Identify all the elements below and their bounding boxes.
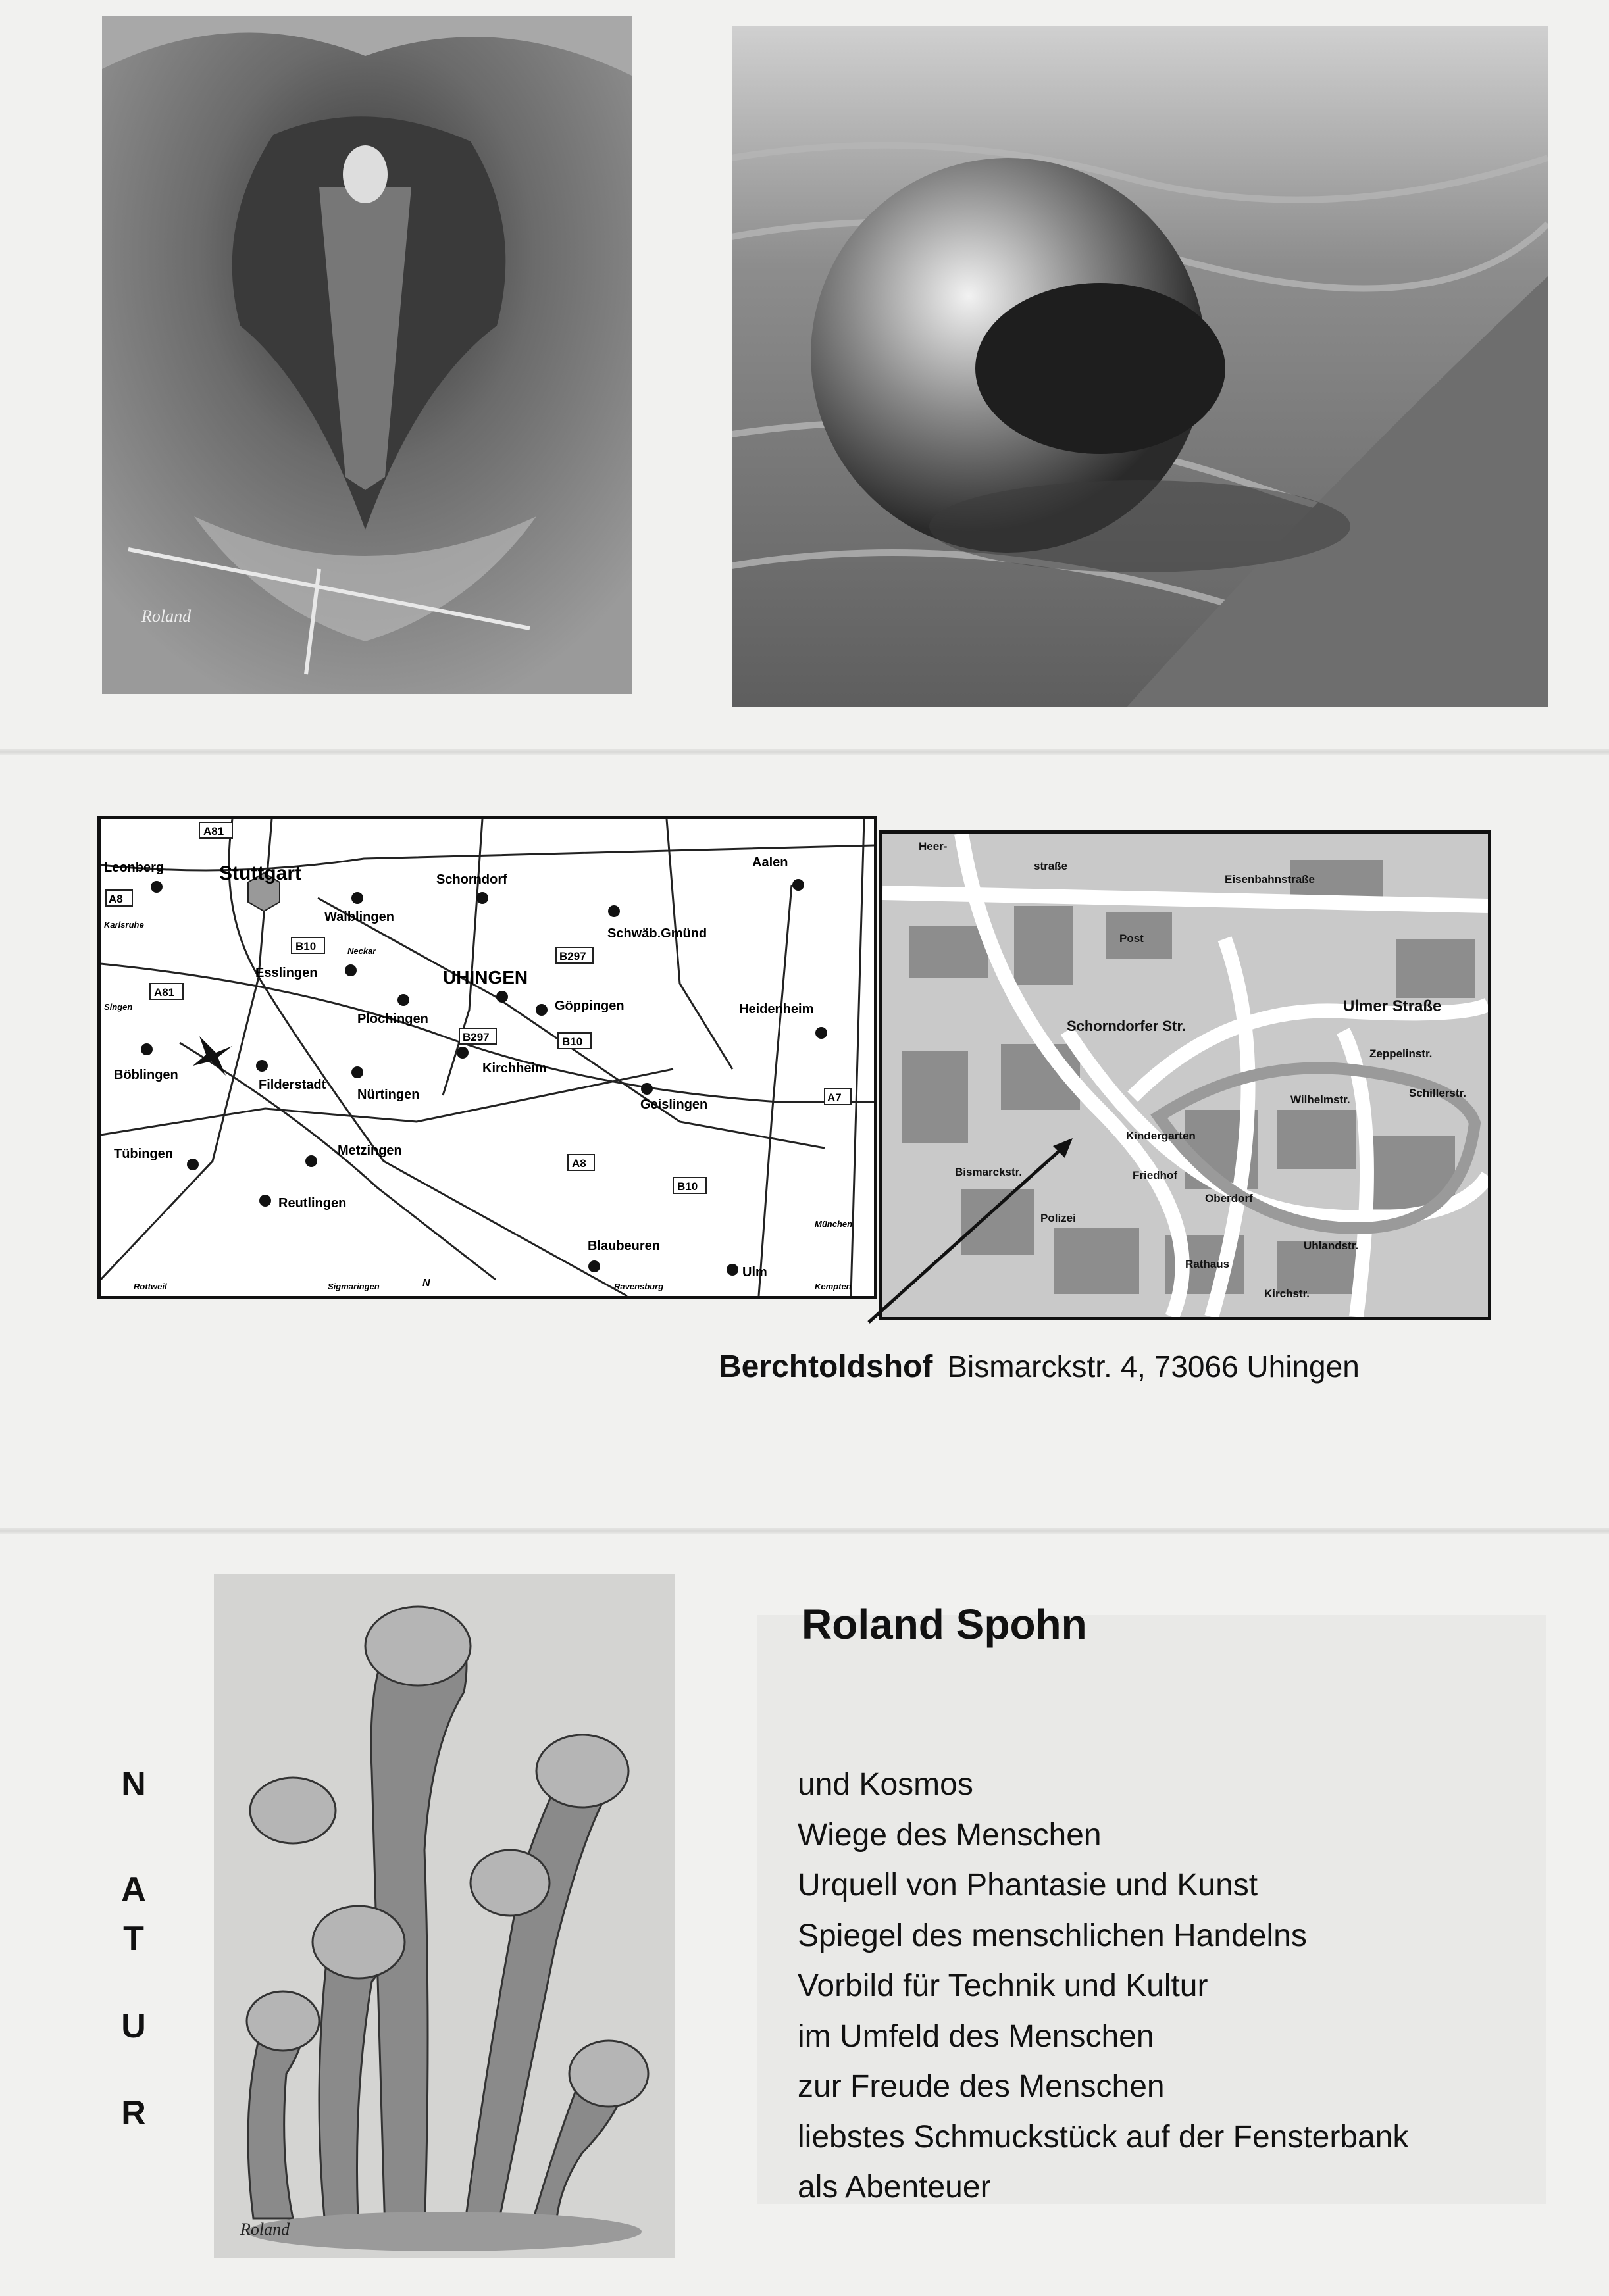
- vertical-letter-5: R: [121, 2094, 146, 2132]
- map-label-plochingen: Plochingen: [357, 1012, 428, 1026]
- road-label-a81-south: A81: [154, 986, 175, 999]
- illustration-pitcher-plants-cobra: [214, 1574, 675, 2258]
- map-label-singen: Singen: [104, 1002, 133, 1012]
- location-pointer-arrow: [856, 1118, 1092, 1335]
- poem-line: als Abenteuer: [798, 2170, 991, 2205]
- street-label-wilhelmstr: Wilhelmstr.: [1290, 1093, 1350, 1106]
- map-label-ulm: Ulm: [742, 1265, 767, 1280]
- vertical-letter-3: T: [123, 1920, 144, 1958]
- map-label-esslingen: Esslingen: [255, 966, 318, 980]
- map-label-rottweil: Rottweil: [134, 1282, 167, 1291]
- vertical-letter-4: U: [121, 2007, 146, 2045]
- road-label-a8-west: A8: [109, 893, 123, 905]
- road-label-b10-goeppingen: B10: [562, 1036, 583, 1048]
- poem-line: und Kosmos: [798, 1767, 973, 1802]
- street-label-schillerstr: Schillerstr.: [1409, 1087, 1466, 1099]
- map-label-nuertingen: Nürtingen: [357, 1087, 420, 1102]
- regional-road-map: [97, 816, 877, 1299]
- map-label-neckar: Neckar: [347, 946, 376, 956]
- street-label-ulmer-strasse: Ulmer Straße: [1343, 997, 1442, 1015]
- illustration-flower-glider: [102, 16, 632, 694]
- road-label-b10-east: B10: [677, 1180, 698, 1193]
- venue-caption: [719, 1349, 1360, 1385]
- map-label-muenchen: München: [815, 1219, 853, 1229]
- poem-line: Spiegel des menschlichen Handelns: [798, 1918, 1307, 1953]
- map-label-kempten: Kempten: [815, 1282, 852, 1291]
- vertical-letter-2: A: [121, 1870, 146, 1909]
- venue-name: Berchtoldshof: [719, 1349, 933, 1384]
- map-label-waiblingen: Waiblingen: [324, 910, 394, 924]
- street-label-kirchstr: Kirchstr.: [1264, 1287, 1310, 1300]
- road-label-b297-south: B297: [463, 1031, 490, 1043]
- map-label-ravensburg: Ravensburg: [614, 1282, 664, 1291]
- street-label-uhlandstr: Uhlandstr.: [1304, 1239, 1359, 1252]
- map-label-tuebingen: Tübingen: [114, 1147, 173, 1161]
- map-north-marker: N: [422, 1278, 430, 1289]
- map-label-stuttgart: Stuttgart: [219, 862, 301, 884]
- road-label-b297-north: B297: [559, 950, 586, 962]
- street-label-polizei: Polizei: [1040, 1212, 1076, 1224]
- street-label-kindergarten: Kindergarten: [1126, 1130, 1196, 1142]
- map-label-goeppingen: Göppingen: [555, 999, 625, 1013]
- illustration-beetle-globe-dunes: [732, 26, 1548, 707]
- road-label-b10-stuttgart: B10: [295, 940, 317, 953]
- map-label-schwaebisch-gmuend: Schwäb.Gmünd: [607, 926, 707, 941]
- map-label-kirchheim: Kirchheim: [482, 1061, 547, 1076]
- airport-icon: [193, 1036, 232, 1076]
- map-label-sigmaringen: Sigmaringen: [328, 1282, 380, 1291]
- map-label-uhingen: UHINGEN: [443, 967, 528, 987]
- signature-flower: Roland: [141, 607, 192, 626]
- map-label-heidenheim: Heidenheim: [739, 1002, 814, 1016]
- street-label-heer: Heer-: [919, 840, 948, 853]
- street-label-friedhof: Friedhof: [1133, 1169, 1177, 1182]
- map-label-leonberg: Leonberg: [104, 861, 165, 875]
- poem-line: Wiege des Menschen: [798, 1817, 1102, 1853]
- map-label-geislingen: Geislingen: [640, 1097, 708, 1112]
- map-label-boeblingen: Böblingen: [114, 1068, 178, 1082]
- street-label-eisenbahnstrasse: Eisenbahnstraße: [1225, 873, 1315, 886]
- street-label-strasse: straße: [1034, 860, 1068, 872]
- vertical-letter-1: N: [121, 1765, 146, 1803]
- map-label-schorndorf: Schorndorf: [436, 872, 507, 887]
- street-label-oberdorf: Oberdorf: [1205, 1192, 1253, 1205]
- map-label-blaubeuren: Blaubeuren: [588, 1239, 661, 1253]
- poem-line: Urquell von Phantasie und Kunst: [798, 1868, 1258, 1903]
- signature-plants: Roland: [240, 2220, 290, 2239]
- artist-name: Roland Spohn: [802, 1601, 1087, 1648]
- street-label-bismarckstr: Bismarckstr.: [955, 1166, 1023, 1178]
- fold-line-bottom: [0, 1528, 1609, 1534]
- street-label-post: Post: [1119, 932, 1144, 945]
- poem-line: Vorbild für Technik und Kultur: [798, 1968, 1208, 2003]
- poem-lines: [798, 1760, 1408, 2213]
- map-label-metzingen: Metzingen: [338, 1143, 402, 1158]
- map-label-reutlingen: Reutlingen: [278, 1196, 347, 1210]
- venue-address: Bismarckstr. 4, 73066 Uhingen: [947, 1349, 1360, 1384]
- map-label-karlsruhe: Karlsruhe: [104, 920, 144, 930]
- street-label-zeppelinstr: Zeppelinstr.: [1369, 1047, 1433, 1060]
- map-label-filderstadt: Filderstadt: [259, 1078, 326, 1092]
- road-label-a81-north: A81: [203, 825, 224, 837]
- street-label-schorndorfer-str: Schorndorfer Str.: [1067, 1018, 1186, 1034]
- fold-line-top: [0, 749, 1609, 755]
- map-label-aalen: Aalen: [752, 855, 788, 870]
- poem-line: im Umfeld des Menschen: [798, 2018, 1154, 2054]
- road-label-a8-east: A8: [572, 1157, 586, 1170]
- poem-line: zur Freude des Menschen: [798, 2069, 1165, 2104]
- street-label-rathaus: Rathaus: [1185, 1258, 1230, 1270]
- road-label-a7: A7: [827, 1091, 842, 1104]
- poem-line: liebstes Schmuckstück auf der Fensterbank: [798, 2119, 1409, 2155]
